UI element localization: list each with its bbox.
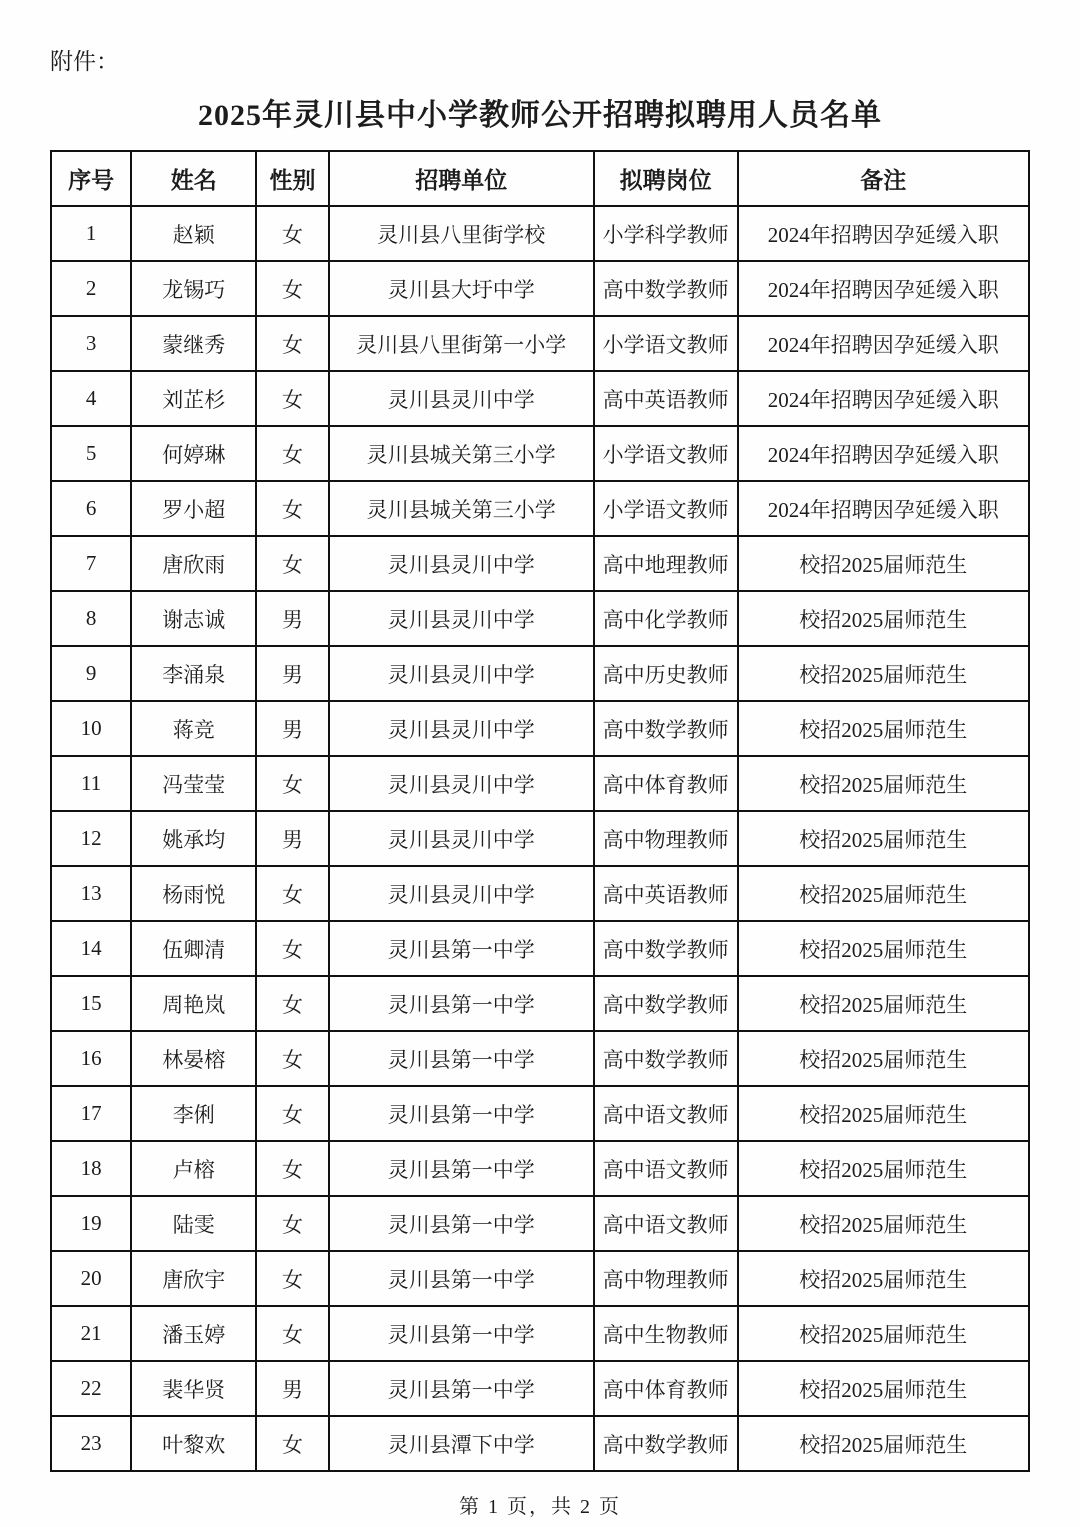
cell-no: 22 bbox=[51, 1361, 131, 1416]
cell-remark: 校招2025届师范生 bbox=[738, 921, 1029, 976]
cell-remark: 校招2025届师范生 bbox=[738, 1361, 1029, 1416]
cell-position: 高中数学教师 bbox=[594, 921, 738, 976]
cell-remark: 校招2025届师范生 bbox=[738, 756, 1029, 811]
cell-remark: 校招2025届师范生 bbox=[738, 1196, 1029, 1251]
table-row bbox=[51, 646, 1029, 701]
cell-unit: 灵川县第一中学 bbox=[329, 1361, 594, 1416]
table-row bbox=[51, 1306, 1029, 1361]
cell-unit: 灵川县第一中学 bbox=[329, 1251, 594, 1306]
table-row bbox=[51, 1031, 1029, 1086]
cell-unit: 灵川县城关第三小学 bbox=[329, 426, 594, 481]
cell-unit: 灵川县第一中学 bbox=[329, 1031, 594, 1086]
table-row bbox=[51, 1416, 1029, 1471]
cell-name: 潘玉婷 bbox=[131, 1306, 256, 1361]
cell-no: 17 bbox=[51, 1086, 131, 1141]
cell-position: 高中英语教师 bbox=[594, 866, 738, 921]
cell-no: 2 bbox=[51, 261, 131, 316]
cell-position: 高中体育教师 bbox=[594, 1361, 738, 1416]
cell-gender: 女 bbox=[256, 866, 328, 921]
document-title: 2025年灵川县中小学教师公开招聘拟聘用人员名单 bbox=[198, 99, 882, 132]
cell-position: 高中语文教师 bbox=[594, 1196, 738, 1251]
cell-unit: 灵川县灵川中学 bbox=[329, 701, 594, 756]
cell-no: 9 bbox=[51, 646, 131, 701]
table-row bbox=[51, 1361, 1029, 1416]
cell-no: 21 bbox=[51, 1306, 131, 1361]
cell-name: 何婷琳 bbox=[131, 426, 256, 481]
cell-unit: 灵川县第一中学 bbox=[329, 921, 594, 976]
cell-gender: 男 bbox=[256, 591, 328, 646]
cell-gender: 女 bbox=[256, 371, 328, 426]
cell-no: 10 bbox=[51, 701, 131, 756]
cell-unit: 灵川县大圩中学 bbox=[329, 261, 594, 316]
cell-position: 高中英语教师 bbox=[594, 371, 738, 426]
cell-remark: 2024年招聘因孕延缓入职 bbox=[738, 316, 1029, 371]
cell-gender: 女 bbox=[256, 536, 328, 591]
cell-position: 高中语文教师 bbox=[594, 1086, 738, 1141]
cell-gender: 女 bbox=[256, 206, 328, 261]
table-row bbox=[51, 536, 1029, 591]
cell-unit: 灵川县灵川中学 bbox=[329, 371, 594, 426]
cell-unit: 灵川县八里街第一小学 bbox=[329, 316, 594, 371]
cell-name: 蒋竞 bbox=[131, 701, 256, 756]
cell-no: 18 bbox=[51, 1141, 131, 1196]
cell-name: 林晏榕 bbox=[131, 1031, 256, 1086]
cell-position: 高中数学教师 bbox=[594, 1031, 738, 1086]
cell-gender: 男 bbox=[256, 646, 328, 701]
cell-gender: 男 bbox=[256, 701, 328, 756]
cell-remark: 校招2025届师范生 bbox=[738, 646, 1029, 701]
cell-position: 高中数学教师 bbox=[594, 976, 738, 1031]
column-header-name: 姓名 bbox=[131, 151, 256, 206]
cell-name: 赵颖 bbox=[131, 206, 256, 261]
column-header-gender: 性别 bbox=[256, 151, 328, 206]
cell-no: 1 bbox=[51, 206, 131, 261]
cell-name: 唐欣宇 bbox=[131, 1251, 256, 1306]
cell-position: 高中数学教师 bbox=[594, 1416, 738, 1471]
cell-gender: 男 bbox=[256, 1361, 328, 1416]
cell-remark: 校招2025届师范生 bbox=[738, 701, 1029, 756]
table-row bbox=[51, 811, 1029, 866]
cell-position: 小学语文教师 bbox=[594, 481, 738, 536]
attachment-label: 附件： bbox=[50, 49, 119, 74]
cell-position: 高中数学教师 bbox=[594, 261, 738, 316]
table-row bbox=[51, 1196, 1029, 1251]
cell-gender: 女 bbox=[256, 481, 328, 536]
cell-gender: 男 bbox=[256, 811, 328, 866]
cell-position: 小学语文教师 bbox=[594, 316, 738, 371]
table-header-row bbox=[51, 151, 1029, 206]
cell-position: 高中化学教师 bbox=[594, 591, 738, 646]
cell-position: 高中体育教师 bbox=[594, 756, 738, 811]
cell-unit: 灵川县第一中学 bbox=[329, 1196, 594, 1251]
cell-gender: 女 bbox=[256, 316, 328, 371]
cell-unit: 灵川县灵川中学 bbox=[329, 811, 594, 866]
cell-remark: 校招2025届师范生 bbox=[738, 1416, 1029, 1471]
cell-no: 11 bbox=[51, 756, 131, 811]
cell-name: 周艳岚 bbox=[131, 976, 256, 1031]
cell-no: 7 bbox=[51, 536, 131, 591]
cell-remark: 校招2025届师范生 bbox=[738, 1141, 1029, 1196]
cell-gender: 女 bbox=[256, 1306, 328, 1361]
cell-name: 叶黎欢 bbox=[131, 1416, 256, 1471]
cell-no: 12 bbox=[51, 811, 131, 866]
cell-name: 罗小超 bbox=[131, 481, 256, 536]
cell-gender: 女 bbox=[256, 261, 328, 316]
cell-remark: 校招2025届师范生 bbox=[738, 591, 1029, 646]
cell-name: 龙锡巧 bbox=[131, 261, 256, 316]
cell-name: 卢榕 bbox=[131, 1141, 256, 1196]
cell-name: 刘芷杉 bbox=[131, 371, 256, 426]
cell-no: 14 bbox=[51, 921, 131, 976]
cell-unit: 灵川县灵川中学 bbox=[329, 591, 594, 646]
cell-position: 高中历史教师 bbox=[594, 646, 738, 701]
table-row bbox=[51, 261, 1029, 316]
cell-remark: 校招2025届师范生 bbox=[738, 1031, 1029, 1086]
column-header-no: 序号 bbox=[51, 151, 131, 206]
page-number-footer: 第 1 页，共 2 页 bbox=[459, 1496, 621, 1518]
cell-unit: 灵川县潭下中学 bbox=[329, 1416, 594, 1471]
cell-remark: 2024年招聘因孕延缓入职 bbox=[738, 426, 1029, 481]
cell-no: 5 bbox=[51, 426, 131, 481]
cell-remark: 2024年招聘因孕延缓入职 bbox=[738, 206, 1029, 261]
cell-name: 姚承均 bbox=[131, 811, 256, 866]
cell-no: 15 bbox=[51, 976, 131, 1031]
cell-position: 高中物理教师 bbox=[594, 811, 738, 866]
cell-position: 高中地理教师 bbox=[594, 536, 738, 591]
cell-remark: 校招2025届师范生 bbox=[738, 866, 1029, 921]
column-header-remark: 备注 bbox=[738, 151, 1029, 206]
cell-unit: 灵川县城关第三小学 bbox=[329, 481, 594, 536]
cell-gender: 女 bbox=[256, 1196, 328, 1251]
cell-no: 13 bbox=[51, 866, 131, 921]
cell-unit: 灵川县第一中学 bbox=[329, 1306, 594, 1361]
cell-unit: 灵川县第一中学 bbox=[329, 1086, 594, 1141]
cell-unit: 灵川县灵川中学 bbox=[329, 756, 594, 811]
table-row bbox=[51, 206, 1029, 261]
cell-name: 伍卿清 bbox=[131, 921, 256, 976]
table-row bbox=[51, 481, 1029, 536]
column-header-unit: 招聘单位 bbox=[329, 151, 594, 206]
cell-remark: 校招2025届师范生 bbox=[738, 1086, 1029, 1141]
cell-name: 冯莹莹 bbox=[131, 756, 256, 811]
table-row bbox=[51, 316, 1029, 371]
cell-unit: 灵川县灵川中学 bbox=[329, 866, 594, 921]
table-row bbox=[51, 976, 1029, 1031]
cell-position: 小学科学教师 bbox=[594, 206, 738, 261]
cell-no: 3 bbox=[51, 316, 131, 371]
cell-unit: 灵川县灵川中学 bbox=[329, 646, 594, 701]
cell-remark: 校招2025届师范生 bbox=[738, 811, 1029, 866]
cell-no: 20 bbox=[51, 1251, 131, 1306]
cell-no: 8 bbox=[51, 591, 131, 646]
cell-no: 23 bbox=[51, 1416, 131, 1471]
table-row bbox=[51, 371, 1029, 426]
cell-gender: 女 bbox=[256, 976, 328, 1031]
table-row bbox=[51, 591, 1029, 646]
cell-remark: 2024年招聘因孕延缓入职 bbox=[738, 371, 1029, 426]
cell-position: 高中物理教师 bbox=[594, 1251, 738, 1306]
cell-gender: 女 bbox=[256, 1086, 328, 1141]
cell-name: 裴华贤 bbox=[131, 1361, 256, 1416]
column-header-position: 拟聘岗位 bbox=[594, 151, 738, 206]
table-row bbox=[51, 1141, 1029, 1196]
table-row bbox=[51, 921, 1029, 976]
cell-remark: 校招2025届师范生 bbox=[738, 536, 1029, 591]
table-row bbox=[51, 1251, 1029, 1306]
cell-gender: 女 bbox=[256, 426, 328, 481]
cell-name: 李涌泉 bbox=[131, 646, 256, 701]
table-row bbox=[51, 701, 1029, 756]
cell-position: 小学语文教师 bbox=[594, 426, 738, 481]
cell-name: 李俐 bbox=[131, 1086, 256, 1141]
table-row bbox=[51, 756, 1029, 811]
cell-position: 高中生物教师 bbox=[594, 1306, 738, 1361]
cell-gender: 女 bbox=[256, 1031, 328, 1086]
cell-gender: 女 bbox=[256, 1141, 328, 1196]
table-row bbox=[51, 1086, 1029, 1141]
cell-no: 4 bbox=[51, 371, 131, 426]
cell-name: 杨雨悦 bbox=[131, 866, 256, 921]
cell-remark: 校招2025届师范生 bbox=[738, 976, 1029, 1031]
table-row bbox=[51, 426, 1029, 481]
cell-gender: 女 bbox=[256, 921, 328, 976]
cell-gender: 女 bbox=[256, 1251, 328, 1306]
cell-no: 6 bbox=[51, 481, 131, 536]
cell-remark: 2024年招聘因孕延缓入职 bbox=[738, 481, 1029, 536]
cell-gender: 女 bbox=[256, 756, 328, 811]
cell-unit: 灵川县八里街学校 bbox=[329, 206, 594, 261]
cell-name: 唐欣雨 bbox=[131, 536, 256, 591]
cell-remark: 2024年招聘因孕延缓入职 bbox=[738, 261, 1029, 316]
cell-no: 19 bbox=[51, 1196, 131, 1251]
cell-position: 高中语文教师 bbox=[594, 1141, 738, 1196]
cell-position: 高中数学教师 bbox=[594, 701, 738, 756]
cell-name: 蒙继秀 bbox=[131, 316, 256, 371]
cell-unit: 灵川县第一中学 bbox=[329, 1141, 594, 1196]
cell-remark: 校招2025届师范生 bbox=[738, 1251, 1029, 1306]
cell-remark: 校招2025届师范生 bbox=[738, 1306, 1029, 1361]
cell-name: 陆雯 bbox=[131, 1196, 256, 1251]
cell-unit: 灵川县第一中学 bbox=[329, 976, 594, 1031]
table-row bbox=[51, 866, 1029, 921]
cell-gender: 女 bbox=[256, 1416, 328, 1471]
cell-unit: 灵川县灵川中学 bbox=[329, 536, 594, 591]
cell-name: 谢志诚 bbox=[131, 591, 256, 646]
cell-no: 16 bbox=[51, 1031, 131, 1086]
hire-list-table bbox=[50, 150, 1030, 1472]
